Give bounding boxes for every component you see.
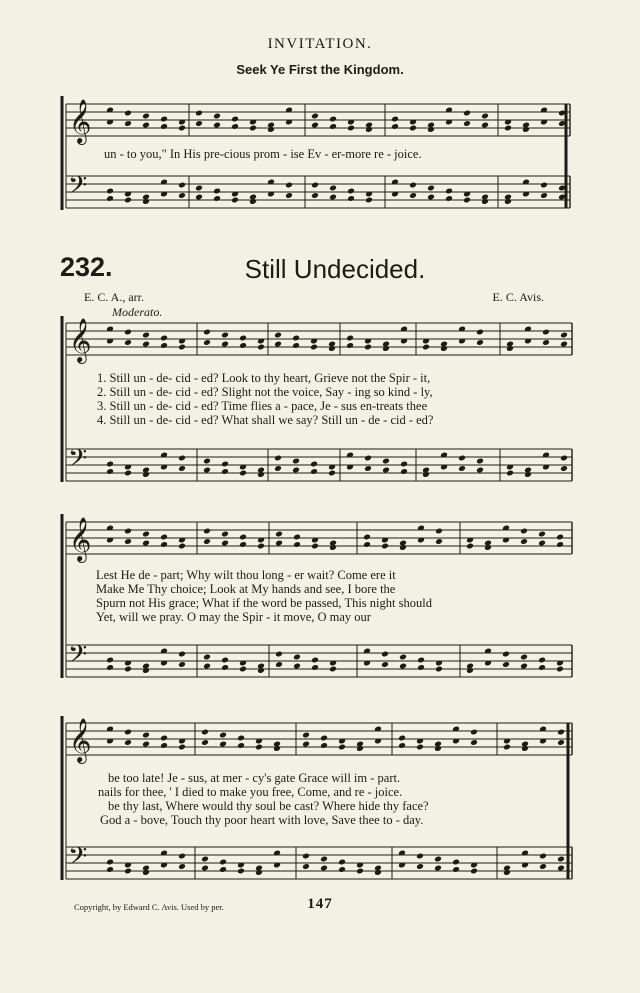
- note-head: [311, 192, 319, 199]
- note-head: [311, 113, 319, 120]
- note-head: [400, 468, 408, 475]
- note-head: [221, 531, 229, 538]
- note-head: [237, 735, 245, 742]
- note-head: [239, 470, 247, 477]
- note-head: [273, 745, 281, 752]
- verse-line: 3. Still un - de- cid - ed? Time flies a - pace, Je - sus en-treats thee: [97, 399, 428, 413]
- note-head: [416, 863, 424, 870]
- section-title: INVITATION.: [267, 36, 373, 52]
- bass-clef: 𝄢: [68, 444, 88, 479]
- note-head: [445, 195, 453, 202]
- copyright-notice: Copyright, by Edward C. Avis. Used by per.: [74, 902, 224, 912]
- note-head: [178, 651, 186, 658]
- note-head: [409, 192, 417, 199]
- note-head: [452, 866, 460, 873]
- note-head: [249, 198, 257, 205]
- note-head: [201, 739, 209, 746]
- note-head: [178, 125, 186, 132]
- note-head: [249, 125, 257, 132]
- note-head: [142, 540, 150, 547]
- note-head: [364, 465, 372, 472]
- note-head: [538, 664, 546, 671]
- verse-line: nails for thee, ' I died to make you free, Come, and re - joice.: [98, 785, 403, 799]
- note-head: [427, 126, 435, 133]
- note-head: [427, 194, 435, 201]
- note-head: [365, 126, 373, 133]
- note-head: [427, 185, 435, 192]
- note-head: [160, 335, 168, 342]
- note-head: [320, 856, 328, 863]
- note-head: [106, 866, 114, 873]
- note-head: [329, 116, 337, 123]
- note-head: [178, 192, 186, 199]
- note-head: [203, 663, 211, 670]
- note-head: [285, 192, 293, 199]
- note-head: [338, 744, 346, 751]
- note-head: [542, 329, 550, 336]
- note-head: [521, 745, 529, 752]
- note-head: [124, 666, 132, 673]
- note-head: [203, 458, 211, 465]
- note-head: [435, 538, 443, 545]
- note-head: [292, 342, 300, 349]
- note-head: [142, 332, 150, 339]
- note-head: [409, 182, 417, 189]
- note-head: [346, 335, 354, 342]
- note-head: [502, 661, 510, 668]
- note-head: [203, 654, 211, 661]
- note-head: [275, 661, 283, 668]
- note-head: [203, 329, 211, 336]
- verse-line: Lest He de - part; Why wilt thou long - er wait? Come ere it: [96, 568, 396, 582]
- note-head: [311, 543, 319, 550]
- note-head: [399, 654, 407, 661]
- verse-line: God a - bove, Touch thy poor heart with love, Save thee to - day.: [100, 813, 424, 827]
- note-head: [557, 856, 565, 863]
- note-head: [239, 666, 247, 673]
- note-head: [221, 468, 229, 475]
- treble-clef: 𝄞: [69, 318, 92, 362]
- note-head: [142, 198, 150, 205]
- bass-clef: 𝄢: [68, 842, 88, 877]
- note-head: [320, 742, 328, 749]
- verse-line: 1. Still un - de- cid - ed? Look to thy heart, Grieve not the Spir - it,: [97, 371, 431, 385]
- note-head: [221, 657, 229, 664]
- verse-line: 2. Still un - de- cid - ed? Slight not the voice, Say - ing so kind - ly,: [97, 385, 433, 399]
- note-head: [142, 667, 150, 674]
- note-head: [160, 742, 168, 749]
- note-head: [328, 470, 336, 477]
- note-head: [274, 332, 282, 339]
- note-head: [178, 543, 186, 550]
- note-head: [124, 528, 132, 535]
- note-head: [178, 853, 186, 860]
- note-head: [538, 657, 546, 664]
- note-head: [557, 729, 565, 736]
- note-head: [231, 197, 239, 204]
- note-head: [481, 122, 489, 129]
- note-head: [463, 110, 471, 117]
- note-head: [237, 868, 245, 875]
- note-head: [201, 729, 209, 736]
- note-head: [560, 455, 568, 462]
- note-head: [203, 467, 211, 474]
- note-head: [142, 471, 150, 478]
- note-head: [364, 455, 372, 462]
- tempo-marking: Moderato.: [112, 305, 163, 319]
- note-head: [302, 853, 310, 860]
- note-head: [466, 667, 474, 674]
- note-head: [255, 744, 263, 751]
- note-head: [160, 541, 168, 548]
- note-head: [255, 869, 263, 876]
- note-head: [320, 865, 328, 872]
- note-head: [476, 329, 484, 336]
- note-head: [239, 534, 247, 541]
- note-head: [320, 735, 328, 742]
- note-head: [458, 455, 466, 462]
- note-head: [329, 666, 337, 673]
- note-head: [275, 540, 283, 547]
- note-head: [213, 195, 221, 202]
- note-head: [522, 126, 530, 133]
- note-head: [219, 859, 227, 866]
- note-head: [556, 666, 564, 673]
- note-head: [328, 345, 336, 352]
- note-head: [293, 654, 301, 661]
- note-head: [329, 194, 337, 201]
- note-head: [160, 116, 168, 123]
- top-excerpt-lyric: un - to you," In His pre-cious prom - ise Ev - er-more re - joice.: [104, 147, 422, 161]
- previous-hymn-title: Seek Ye First the Kingdom.: [236, 62, 404, 77]
- note-head: [538, 540, 546, 547]
- note-head: [203, 528, 211, 535]
- verse-line: Spurn not His grace; What if the word be passed, This night should: [96, 596, 432, 610]
- note-head: [434, 745, 442, 752]
- page-number: 147: [307, 896, 333, 912]
- note-head: [503, 869, 511, 876]
- note-head: [160, 534, 168, 541]
- note-head: [338, 866, 346, 873]
- note-head: [506, 470, 514, 477]
- note-head: [292, 467, 300, 474]
- note-head: [381, 543, 389, 550]
- note-head: [329, 123, 337, 130]
- note-head: [221, 461, 229, 468]
- note-head: [365, 197, 373, 204]
- note-head: [221, 664, 229, 671]
- note-head: [219, 732, 227, 739]
- note-head: [398, 742, 406, 749]
- note-head: [124, 739, 132, 746]
- treble-clef: 𝄞: [69, 718, 92, 762]
- note-head: [484, 544, 492, 551]
- note-head: [560, 341, 568, 348]
- verse-line: Make Me Thy choice; Look at My hands and see, I bore the: [96, 582, 396, 596]
- note-head: [106, 195, 114, 202]
- note-head: [329, 544, 337, 551]
- note-head: [435, 528, 443, 535]
- note-head: [239, 335, 247, 342]
- note-head: [417, 657, 425, 664]
- note-head: [302, 863, 310, 870]
- note-head: [195, 110, 203, 117]
- note-head: [356, 868, 364, 875]
- note-head: [142, 732, 150, 739]
- note-head: [556, 534, 564, 541]
- note-head: [231, 116, 239, 123]
- note-head: [409, 125, 417, 132]
- note-head: [124, 538, 132, 545]
- note-head: [267, 126, 275, 133]
- note-head: [391, 123, 399, 130]
- note-head: [213, 122, 221, 129]
- note-head: [106, 188, 114, 195]
- note-head: [310, 468, 318, 475]
- note-head: [293, 541, 301, 548]
- note-head: [178, 744, 186, 751]
- note-head: [440, 345, 448, 352]
- note-head: [539, 853, 547, 860]
- note-head: [338, 859, 346, 866]
- hymn-title: Still Undecided.: [244, 254, 426, 284]
- note-head: [542, 339, 550, 346]
- note-head: [142, 531, 150, 538]
- note-head: [201, 856, 209, 863]
- note-head: [538, 531, 546, 538]
- bass-clef: 𝄢: [68, 171, 88, 206]
- note-head: [275, 651, 283, 658]
- note-head: [557, 865, 565, 872]
- note-head: [178, 344, 186, 351]
- note-head: [452, 859, 460, 866]
- note-head: [106, 461, 114, 468]
- note-head: [257, 543, 265, 550]
- note-head: [310, 461, 318, 468]
- note-head: [213, 113, 221, 120]
- note-head: [124, 329, 132, 336]
- note-head: [463, 120, 471, 127]
- note-head: [434, 856, 442, 863]
- note-head: [213, 188, 221, 195]
- note-head: [231, 123, 239, 130]
- note-head: [504, 125, 512, 132]
- note-head: [416, 853, 424, 860]
- note-head: [539, 863, 547, 870]
- note-head: [556, 541, 564, 548]
- note-head: [311, 657, 319, 664]
- verse-line: be too late! Je - sus, at mer - cy's gate Grace will im - part.: [108, 771, 401, 785]
- note-head: [310, 344, 318, 351]
- note-head: [445, 188, 453, 195]
- note-head: [219, 866, 227, 873]
- note-head: [195, 185, 203, 192]
- note-head: [434, 865, 442, 872]
- note-head: [560, 332, 568, 339]
- note-head: [124, 339, 132, 346]
- music-credit: E. C. Avis.: [492, 290, 544, 304]
- note-head: [540, 182, 548, 189]
- note-head: [124, 197, 132, 204]
- note-head: [285, 182, 293, 189]
- note-head: [106, 859, 114, 866]
- note-head: [347, 195, 355, 202]
- verse-line: 4. Still un - de- cid - ed? What shall we say? Still un - de - cid - ed?: [97, 413, 434, 427]
- note-head: [347, 125, 355, 132]
- note-head: [347, 188, 355, 195]
- note-head: [142, 741, 150, 748]
- note-head: [311, 122, 319, 129]
- note-head: [502, 651, 510, 658]
- note-head: [398, 735, 406, 742]
- note-head: [302, 741, 310, 748]
- note-head: [311, 182, 319, 189]
- note-head: [203, 339, 211, 346]
- note-head: [160, 123, 168, 130]
- note-head: [292, 458, 300, 465]
- note-head: [560, 465, 568, 472]
- note-head: [124, 729, 132, 736]
- bass-clef: 𝄢: [68, 640, 88, 675]
- note-head: [292, 335, 300, 342]
- note-head: [274, 341, 282, 348]
- note-head: [195, 194, 203, 201]
- note-head: [142, 869, 150, 876]
- verse-line: Yet, will we pray. O may the Spir - it move, O may our: [96, 610, 371, 624]
- note-head: [142, 122, 150, 129]
- note-head: [124, 120, 132, 127]
- note-head: [374, 869, 382, 876]
- note-head: [142, 113, 150, 120]
- note-head: [106, 657, 114, 664]
- note-head: [124, 470, 132, 477]
- treble-clef: 𝄞: [69, 99, 92, 143]
- note-head: [195, 120, 203, 127]
- note-head: [257, 471, 265, 478]
- note-head: [203, 538, 211, 545]
- note-head: [274, 455, 282, 462]
- note-head: [106, 468, 114, 475]
- note-head: [178, 465, 186, 472]
- note-head: [363, 534, 371, 541]
- note-head: [293, 534, 301, 541]
- note-head: [346, 342, 354, 349]
- note-head: [178, 661, 186, 668]
- note-head: [540, 192, 548, 199]
- note-head: [476, 458, 484, 465]
- note-head: [506, 345, 514, 352]
- note-head: [470, 739, 478, 746]
- note-head: [382, 458, 390, 465]
- verse-line: be thy last, Where would thy soul be cast? Where hide thy face?: [108, 799, 429, 813]
- note-head: [363, 541, 371, 548]
- note-head: [382, 467, 390, 474]
- note-head: [503, 744, 511, 751]
- note-head: [160, 735, 168, 742]
- note-head: [311, 664, 319, 671]
- note-head: [435, 666, 443, 673]
- note-head: [520, 663, 528, 670]
- note-head: [524, 471, 532, 478]
- note-head: [504, 198, 512, 205]
- note-head: [520, 538, 528, 545]
- note-head: [400, 461, 408, 468]
- note-head: [237, 742, 245, 749]
- note-head: [481, 198, 489, 205]
- note-head: [399, 544, 407, 551]
- note-head: [221, 332, 229, 339]
- note-head: [520, 528, 528, 535]
- note-head: [422, 471, 430, 478]
- note-head: [160, 342, 168, 349]
- words-credit: E. C. A., arr.: [84, 290, 144, 304]
- note-head: [329, 185, 337, 192]
- note-head: [382, 345, 390, 352]
- note-head: [142, 341, 150, 348]
- note-head: [470, 729, 478, 736]
- note-head: [106, 664, 114, 671]
- note-head: [520, 654, 528, 661]
- note-head: [417, 664, 425, 671]
- note-head: [257, 667, 265, 674]
- note-head: [124, 110, 132, 117]
- note-head: [178, 863, 186, 870]
- note-head: [275, 531, 283, 538]
- note-head: [219, 741, 227, 748]
- note-head: [470, 868, 478, 875]
- hymn-number: 232.: [60, 252, 113, 282]
- note-head: [364, 344, 372, 351]
- note-head: [458, 465, 466, 472]
- note-head: [476, 467, 484, 474]
- note-head: [257, 344, 265, 351]
- note-head: [476, 339, 484, 346]
- note-head: [381, 661, 389, 668]
- note-head: [178, 182, 186, 189]
- note-head: [221, 540, 229, 547]
- note-head: [293, 663, 301, 670]
- note-head: [239, 541, 247, 548]
- note-head: [356, 745, 364, 752]
- note-head: [399, 663, 407, 670]
- note-head: [302, 732, 310, 739]
- note-head: [557, 739, 565, 746]
- note-head: [221, 341, 229, 348]
- note-head: [124, 868, 132, 875]
- note-head: [178, 455, 186, 462]
- note-head: [466, 543, 474, 550]
- note-head: [416, 744, 424, 751]
- note-head: [239, 342, 247, 349]
- note-head: [391, 116, 399, 123]
- note-head: [422, 344, 430, 351]
- note-head: [201, 865, 209, 872]
- note-head: [481, 113, 489, 120]
- treble-clef: 𝄞: [69, 517, 92, 561]
- note-head: [463, 197, 471, 204]
- note-head: [274, 465, 282, 472]
- note-head: [381, 651, 389, 658]
